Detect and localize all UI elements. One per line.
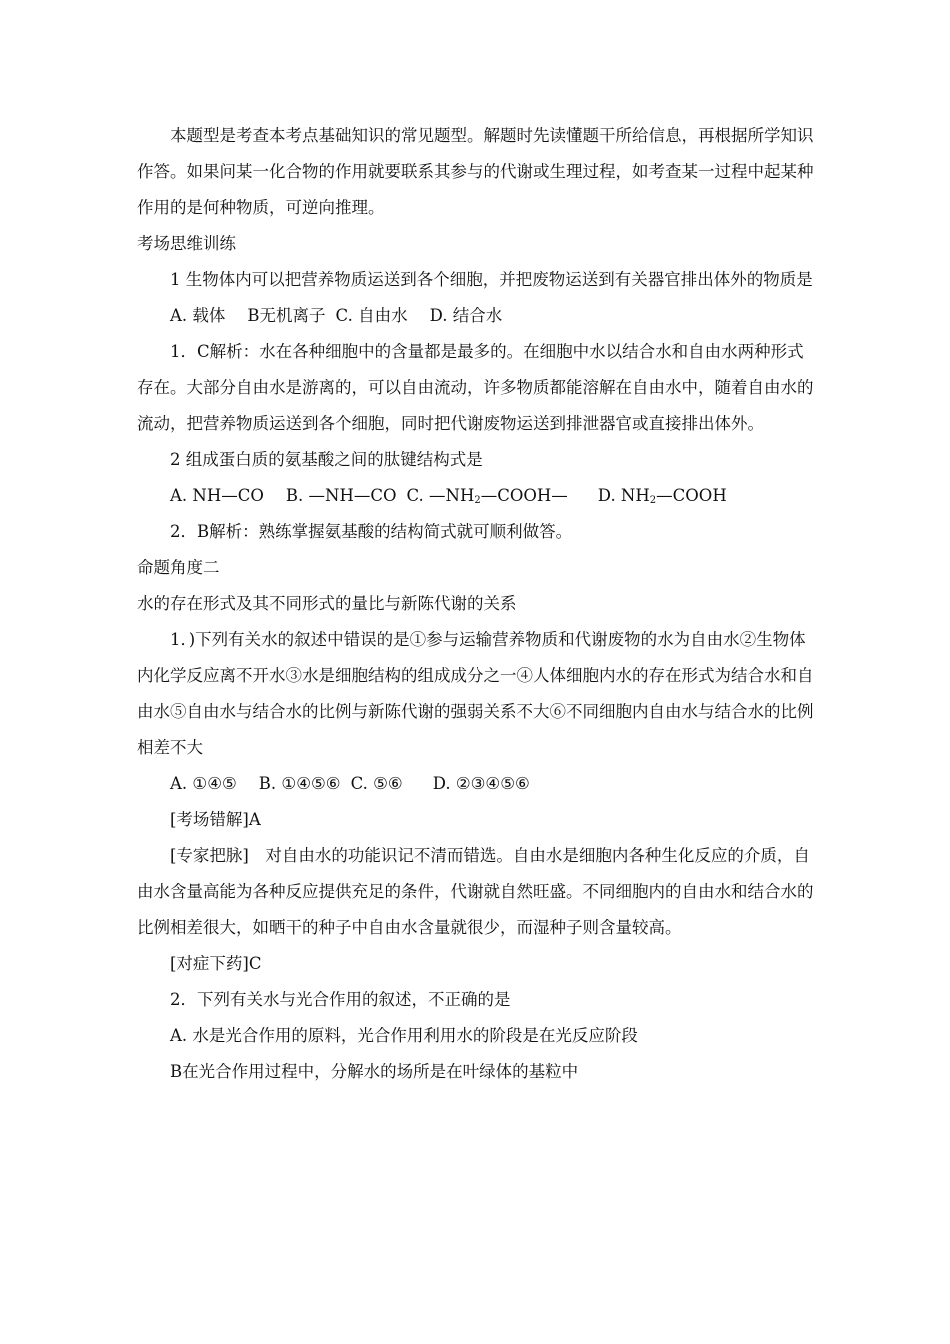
expert-analysis: [专家把脉] 对自由水的功能识记不清而错选。自由水是细胞内各种生化反应的介质，自由水含量高能为各种反应提供充足的条件，代谢就自然旺盛。不同细胞内的自由水和结合水的比例相差很大，如晒干的种子中自由水含量就很少，而湿种子则含量较高。 <box>137 846 814 937</box>
answer-explanation: 1．C解析：水在各种细胞中的含量都是最多的。在细胞中水以结合水和自由水两种形式存在。大部分自由水是游离的，可以自由流动，许多物质都能溶解在自由水中，随着自由水的流动，把营养物质运送到各个细胞，同时把代谢废物运送到排泄器官或直接排出体外。 <box>137 342 814 433</box>
option-a: A. 载体 <box>170 306 226 325</box>
section-title: 考场思维训练 <box>137 234 236 253</box>
option-c: C. $—NH_2—COOH—$ <box>406 486 568 506</box>
option-b: B. —NH—CO <box>285 486 397 505</box>
question-options <box>137 478 817 514</box>
document-body <box>137 118 817 1090</box>
option-b: B. ①④⑤⑥ <box>258 774 341 793</box>
section-title: 命题角度二 <box>137 558 220 577</box>
option-c: C. ⑤⑥ <box>350 774 403 793</box>
option-d: D. ②③④⑤⑥ <box>432 774 530 793</box>
option-b: B无机离子 <box>247 306 326 325</box>
question-stem: 1 生物体内可以把营养物质运送到各个细胞，并把废物运送到有关器官排出体外的物质是 <box>170 270 813 289</box>
option-d: D. 结合水 <box>429 306 503 325</box>
wrong-answer-note: [考场错解]A <box>170 810 261 829</box>
option-a: A. ①④⑤ <box>170 774 237 793</box>
option-b: B在光合作用过程中，分解水的场所是在叶绿体的基粒中 <box>170 1062 579 1081</box>
question-stem: 1．)下列有关水的叙述中错误的是①参与运输营养物质和代谢废物的水为自由水②生物体内化学反应离不开水③水是细胞结构的组成成分之一④人体细胞内水的存在形式为结合水和自由水⑤自由水与结合水的比例与新陈代谢的强弱关系不大⑥不同细胞内自由水与结合水的比例相差不大 <box>137 630 814 757</box>
option-a: A. 水是光合作用的原料，光合作用利用水的阶段是在光反应阶段 <box>170 1026 638 1045</box>
option-c: C. 自由水 <box>335 306 408 325</box>
question-stem: 2．下列有关水与光合作用的叙述，不正确的是 <box>170 990 511 1009</box>
option-d: D. $NH_2—COOH$ <box>597 486 727 506</box>
section-subtitle: 水的存在形式及其不同形式的量比与新陈代谢的关系 <box>137 594 517 613</box>
question-stem: 2 组成蛋白质的氨基酸之间的肽键结构式是 <box>170 450 483 469</box>
option-a: A. NH—CO <box>170 486 264 505</box>
question-options <box>137 298 817 334</box>
correct-answer-note: [对症下药]C <box>170 954 262 973</box>
intro-paragraph: 本题型是考查本考点基础知识的常见题型。解题时先读懂题干所给信息，再根据所学知识作答。如果问某一化合物的作用就要联系其参与的代谢或生理过程，如考查某一过程中起某种作用的是何种物质，可逆向推理。 <box>137 126 814 217</box>
answer-explanation: 2．B解析：熟练掌握氨基酸的结构简式就可顺利做答。 <box>170 522 573 541</box>
question-options <box>137 766 817 802</box>
